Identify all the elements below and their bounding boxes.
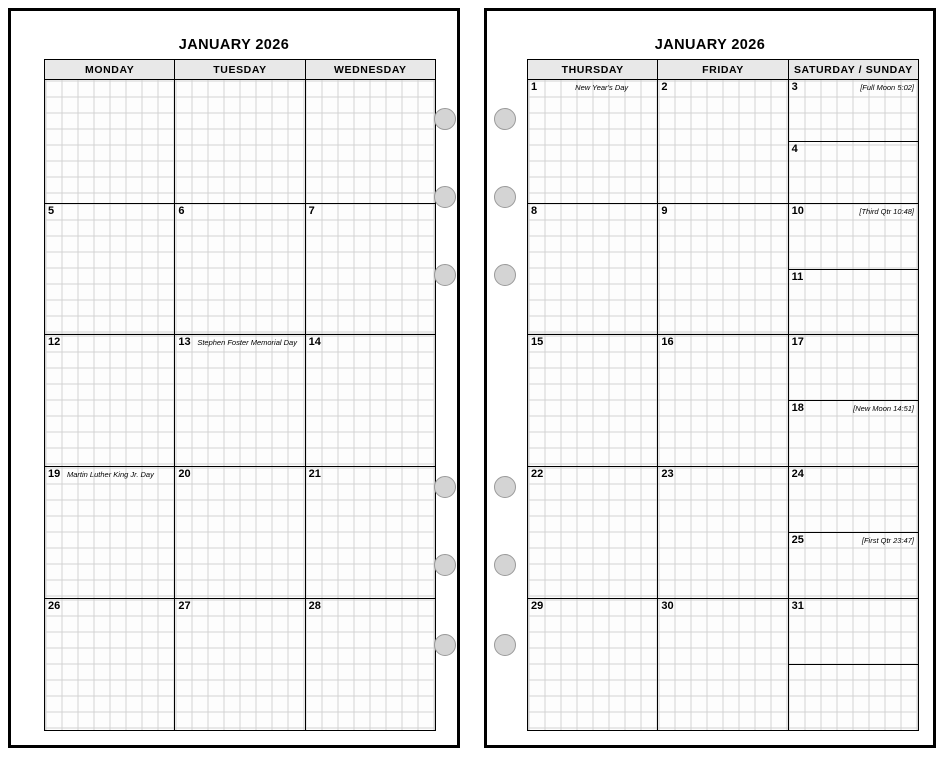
week-row [45,467,436,599]
day-cell[interactable] [658,335,788,467]
day-number: 25 [791,534,804,547]
day-cell[interactable] [528,80,658,204]
day-cell[interactable] [658,80,788,204]
day-number: 1 [531,81,538,93]
week-row [528,203,919,335]
right-page-title: JANUARY 2026 [654,37,766,53]
day-cell[interactable] [305,599,435,731]
day-number: 12 [48,336,61,349]
day-cell[interactable] [658,203,788,335]
binder-ring-icon [494,186,516,208]
day-cell[interactable] [528,335,658,467]
day-note: New Year's Day [575,83,629,92]
day-cell[interactable] [528,467,658,599]
weekend-cell[interactable] [788,599,918,731]
day-number: 17 [791,336,804,349]
day-cell[interactable] [45,335,175,467]
day-number: 22 [531,468,544,481]
day-number: 20 [178,468,191,481]
week-row [45,80,436,204]
day-number: 23 [661,468,674,481]
saturday-half[interactable] [789,467,918,532]
day-number: 2 [661,81,668,93]
column-header-monday: MONDAY [45,60,175,80]
weekend-cell[interactable] [788,203,918,335]
day-note: [First Qtr 23:47] [861,536,914,546]
sunday-half[interactable] [789,664,918,730]
week-row [528,335,919,467]
weekend-cell[interactable] [788,467,918,599]
binder-ring-icon [434,264,456,286]
binder-ring-icon [434,476,456,498]
sunday-half[interactable] [789,141,918,203]
week-row [528,599,919,731]
left-page [8,8,460,748]
day-cell[interactable] [175,335,305,467]
day-number: 24 [791,468,804,481]
day-number: 13 [178,336,191,349]
day-cell[interactable] [658,467,788,599]
day-number: 29 [531,600,544,613]
week-row [45,599,436,731]
day-cell[interactable] [45,467,175,599]
sunday-half[interactable] [789,532,918,598]
binder-ring-icon [494,554,516,576]
day-number: 18 [791,402,804,415]
day-number: 4 [791,142,798,155]
day-number: 21 [308,468,321,481]
saturday-half[interactable] [789,335,918,400]
sunday-half[interactable] [789,400,918,466]
binder-ring-icon [494,476,516,498]
day-number: 14 [308,336,321,349]
column-header-thursday: THURSDAY [528,60,658,80]
day-cell[interactable] [528,599,658,731]
day-note: [Full Moon 5:02] [860,83,914,92]
day-cell[interactable] [175,467,305,599]
binder-ring-icon [494,264,516,286]
day-number: 6 [178,204,185,217]
day-number: 30 [661,600,674,613]
week-row [45,335,436,467]
day-cell[interactable] [45,203,175,335]
binder-ring-icon [494,634,516,656]
day-number: 28 [308,600,321,613]
saturday-half[interactable] [789,80,918,141]
day-cell[interactable] [305,335,435,467]
week-row [528,80,919,204]
day-number: 15 [531,336,544,349]
column-header-wednesday: WEDNESDAY [305,60,435,80]
column-header-friday: FRIDAY [658,60,788,80]
day-number: 26 [48,600,61,613]
day-number: 16 [661,336,674,349]
weekend-cell[interactable] [788,80,918,204]
day-note: [Third Qtr 10:48] [859,206,914,216]
right-calendar-grid [527,59,919,731]
binder-ring-icon [434,554,456,576]
binder-ring-icon [494,108,516,130]
column-header-saturday-sunday: SATURDAY / SUNDAY [788,60,918,80]
left-calendar-table [44,59,436,731]
saturday-half[interactable] [789,204,918,269]
day-number: 7 [308,204,315,217]
left-page-title: JANUARY 2026 [178,37,290,53]
binder-ring-icon [434,186,456,208]
day-number: 5 [48,204,55,217]
day-cell[interactable] [175,599,305,731]
day-number: 10 [791,204,804,217]
left-header-row [45,60,436,80]
day-cell[interactable] [305,80,435,204]
day-note: Stephen Foster Memorial Day [197,338,297,348]
day-number: 11 [791,270,804,283]
day-number: 27 [178,600,191,613]
week-row [528,467,919,599]
week-row [45,203,436,335]
left-calendar-grid [44,59,436,731]
day-cell[interactable] [305,467,435,599]
right-page [484,8,936,748]
day-note: Martin Luther King Jr. Day [67,470,154,480]
day-number: 3 [791,81,798,93]
weekend-cell[interactable] [788,335,918,467]
day-cell[interactable] [305,203,435,335]
saturday-half[interactable] [789,599,918,664]
day-cell[interactable] [175,80,305,204]
right-header-row [528,60,919,80]
binder-ring-icon [434,108,456,130]
sunday-half[interactable] [789,269,918,335]
binder-ring-icon [434,634,456,656]
day-cell[interactable] [45,599,175,731]
column-header-tuesday: TUESDAY [175,60,305,80]
day-number: 19 [48,468,61,481]
day-cell[interactable] [175,203,305,335]
day-cell[interactable] [658,599,788,731]
day-cell[interactable] [528,203,658,335]
day-number: 8 [531,204,538,217]
day-note: [New Moon 14:51] [853,404,914,414]
day-number: 31 [791,600,804,613]
day-number: 9 [661,204,668,217]
day-cell[interactable] [45,80,175,204]
right-calendar-table [527,59,919,731]
